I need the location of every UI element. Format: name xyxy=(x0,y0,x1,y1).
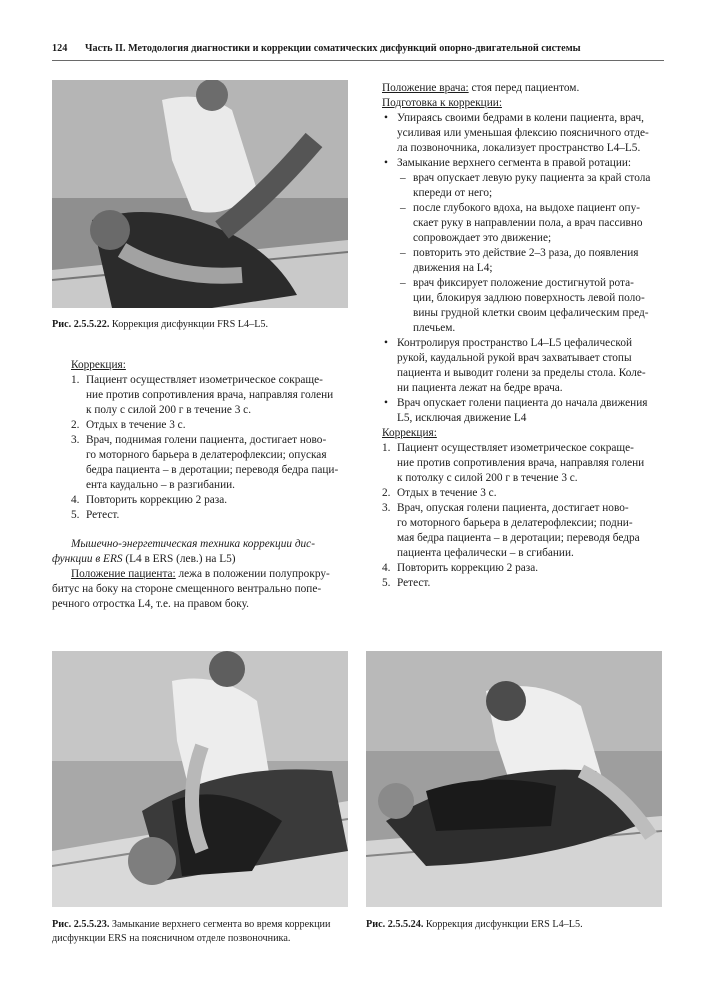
left-step-3-line: ента каудально – в разгибании. xyxy=(86,479,235,491)
left-step-1-line: Пациент осуществляет изометрическое сокраще- xyxy=(86,374,323,386)
patient-position-line: речного отростка L4, т.е. на правом боку. xyxy=(52,598,249,610)
right-step-5-line: Ретест. xyxy=(397,577,431,589)
dash-line: врач опускает левую руку пациента за край стола xyxy=(413,172,651,184)
dash-line: сопровождает это движение; xyxy=(413,232,552,244)
dash-line: скает руку в направлении пола, а врач пассивно xyxy=(413,217,643,229)
left-step-1-line: ние против сопротивления врача, направляя голени xyxy=(86,389,334,401)
technique-heading-italic: функции в ERS xyxy=(52,553,123,565)
dash-line: ции, блокируя задлюю поверхность левой поло- xyxy=(413,292,645,304)
caption-fig-24-text: Коррекция дисфункции ERS L4–L5. xyxy=(423,919,583,930)
dash-line: плечьем. xyxy=(413,322,456,334)
right-step-3-line: пациента цефалически – в сгибании. xyxy=(397,547,574,559)
bullet-marker: • xyxy=(384,337,388,349)
right-step-4-number: 4. xyxy=(382,562,391,574)
dash-line: вины грудной клетки своим цефалическим пред- xyxy=(413,307,649,319)
bullet-marker: • xyxy=(384,112,388,124)
left-step-2-number: 2. xyxy=(71,419,80,431)
running-header xyxy=(52,43,664,57)
left-step-4-line: Повторить коррекцию 2 раза. xyxy=(86,494,228,506)
dash-marker: – xyxy=(400,247,406,259)
doctor-position-label: Положение врача: xyxy=(382,82,469,94)
bullet-line: Контролируя пространство L4–L5 цефалической xyxy=(397,337,633,349)
right-step-3-line: мая бедра пациента – в деротации; переводя бедра xyxy=(397,532,640,544)
caption-fig-23 xyxy=(52,918,352,945)
right-step-4-line: Повторить коррекцию 2 раза. xyxy=(397,562,539,574)
bullet-marker: • xyxy=(384,157,388,169)
left-step-4-number: 4. xyxy=(71,494,80,506)
right-correction-heading: Коррекция: xyxy=(382,427,437,439)
left-step-3-line: го моторного барьера в делатерофлексии; опуская xyxy=(86,449,327,461)
left-step-3-number: 3. xyxy=(71,434,80,446)
right-step-2-line: Отдых в течение 3 с. xyxy=(397,487,497,499)
right-step-3-number: 3. xyxy=(382,502,391,514)
caption-fig-23-text: Замыкание верхнего сегмента во время коррекции xyxy=(109,919,331,930)
photo-fig-23 xyxy=(52,651,348,907)
doctor-position xyxy=(382,81,579,95)
right-step-1-line: Пациент осуществляет изометрическое сокраще- xyxy=(397,442,634,454)
dash-line: движения на L4; xyxy=(413,262,493,274)
dash-line: повторить это действие 2–3 раза, до появления xyxy=(413,247,639,259)
header-rule xyxy=(52,60,664,61)
caption-fig-24 xyxy=(366,918,666,932)
bullet-line: Упираясь своими бедрами в колени пациента, врач, xyxy=(397,112,644,124)
left-step-2-line: Отдых в течение 3 с. xyxy=(86,419,186,431)
right-step-1-line: к потолку с силой 200 г в течение 3 с. xyxy=(397,472,578,484)
dash-marker: – xyxy=(400,172,406,184)
prep-heading: Подготовка к коррекции: xyxy=(382,97,502,109)
left-correction-heading: Коррекция: xyxy=(71,359,126,371)
bullet-line: Врач опускает голени пациента до начала движения xyxy=(397,397,648,409)
dash-line: кпереди от него; xyxy=(413,187,493,199)
running-header-title: Часть II. Методология диагностики и коррекции соматических дисфункций опорно-двигательной системы xyxy=(85,43,581,54)
caption-fig-22-number: Рис. 2.5.5.22. xyxy=(52,319,110,330)
bullet-line: пациента и выводит голени за пределы стола. Коле- xyxy=(397,367,646,379)
doctor-position-text: стоя перед пациентом. xyxy=(468,82,580,94)
left-step-5-line: Ретест. xyxy=(86,509,120,521)
patient-position-line: битус на боку на стороне смещенного вентрально попе- xyxy=(52,583,322,595)
left-step-3-line: Врач, поднимая голени пациента, достигает ново- xyxy=(86,434,327,446)
bullet-line: ла позвоночника, локализует пространство L4–L5. xyxy=(397,142,641,154)
dash-line: после глубокого вдоха, на выдохе пациент опу- xyxy=(413,202,640,214)
right-step-5-number: 5. xyxy=(382,577,391,589)
caption-fig-22 xyxy=(52,318,348,332)
right-step-1-number: 1. xyxy=(382,442,391,454)
photo-fig-22 xyxy=(52,80,348,308)
bullet-marker: • xyxy=(384,397,388,409)
left-step-5-number: 5. xyxy=(71,509,80,521)
photo-fig-24 xyxy=(366,651,662,907)
bullet-line: ни пациента лежат на бедре врача. xyxy=(397,382,563,394)
caption-fig-22-text: Коррекция дисфункции FRS L4–L5. xyxy=(109,319,269,330)
bullet-line: Замыкание верхнего сегмента в правой ротации: xyxy=(397,157,632,169)
dash-marker: – xyxy=(400,202,406,214)
bullet-line: рукой, каудальной рукой врач захватывает стопы xyxy=(397,352,632,364)
bullet-line: L5, исключая движение L4 xyxy=(397,412,527,424)
caption-fig-23-text-2: дисфункции ERS на поясничном отделе позвоночника. xyxy=(52,932,291,944)
dash-line: врач фиксирует положение достигнутой рота- xyxy=(413,277,634,289)
dash-marker: – xyxy=(400,277,406,289)
bullet-line: усиливая или уменьшая флексию поясничного отде- xyxy=(397,127,649,139)
left-step-3-line: бедра пациента – в деротации; переводя бедра паци- xyxy=(86,464,339,476)
page-number: 124 xyxy=(52,43,68,54)
right-step-2-number: 2. xyxy=(382,487,391,499)
technique-heading-line-2 xyxy=(52,552,236,566)
right-step-1-line: ние против сопротивления врача, направляя голени xyxy=(397,457,645,469)
left-step-1-number: 1. xyxy=(71,374,80,386)
right-step-3-line: го моторного барьера в делатерофлексии; подни- xyxy=(397,517,633,529)
technique-heading-rest: (L4 в ERS (лев.) на L5) xyxy=(122,553,236,565)
patient-position-text: лежа в положении полупрокру- xyxy=(175,568,330,580)
caption-fig-24-number: Рис. 2.5.5.24. xyxy=(366,919,424,930)
left-step-1-line: к полу с силой 200 г в течение 3 с. xyxy=(86,404,252,416)
technique-heading-line-1: Мышечно-энергетическая техника коррекции дис- xyxy=(71,538,315,550)
patient-position-line-1 xyxy=(71,567,330,581)
caption-fig-23-number: Рис. 2.5.5.23. xyxy=(52,919,110,930)
right-step-3-line: Врач, опуская голени пациента, достигает ново- xyxy=(397,502,629,514)
patient-position-label: Положение пациента: xyxy=(71,568,176,580)
